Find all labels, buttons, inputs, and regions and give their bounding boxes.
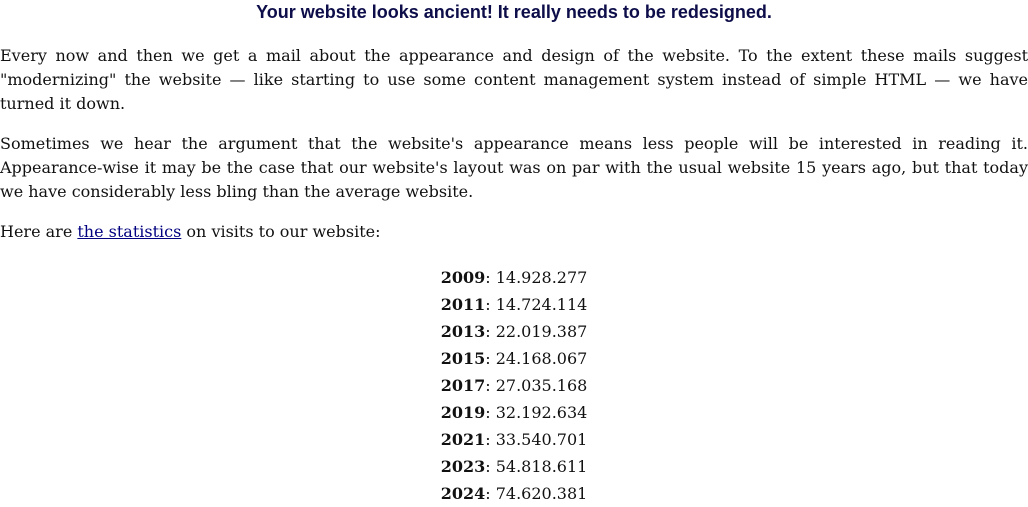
statistics-intro-text-end: on visits to our website: [181, 222, 381, 241]
stat-year: 2009 [440, 268, 486, 287]
stat-year: 2017 [440, 376, 486, 395]
stat-value: 27.035.168 [495, 376, 588, 395]
stat-row: 2011: 14.724.114 [440, 295, 588, 314]
stat-row: 2019: 32.192.634 [440, 403, 588, 422]
stat-value: 14.928.277 [495, 268, 588, 287]
stat-value: 33.540.701 [495, 430, 588, 449]
stat-row: 2021: 33.540.701 [440, 430, 588, 449]
stat-row: 2013: 22.019.387 [440, 322, 588, 341]
statistics-intro-text: Here are [0, 222, 78, 241]
stat-value: 74.620.381 [495, 484, 588, 503]
stat-year: 2023 [440, 457, 486, 476]
stat-year: 2021 [440, 430, 486, 449]
stat-row: 2024: 74.620.381 [440, 484, 588, 503]
stat-value: 32.192.634 [495, 403, 588, 422]
paragraph-modernizing: Every now and then we get a mail about the appearance and design of the website. To the extent these mails suggest "modernizing" the website — like starting to use some content management system instead of simple HTML — we have turned it down. [0, 46, 1028, 113]
statistics-link[interactable]: the statistics [77, 222, 182, 241]
stat-row: 2015: 24.168.067 [440, 349, 588, 368]
paragraph-statistics-intro [0, 220, 1028, 244]
stat-year: 2011 [440, 295, 486, 314]
stat-year: 2013 [440, 322, 486, 341]
stat-year: 2015 [440, 349, 486, 368]
stat-year: 2019 [440, 403, 486, 422]
stat-year: 2024 [440, 484, 486, 503]
paragraph-appearance: Sometimes we hear the argument that the website's appearance means less people will be interested in reading it. Appearance-wise it may be the case that our website's layout was on par with the usual website 15 years ago, but that today we have considerably less bling than the average website. [0, 134, 1028, 201]
visit-statistics-list [0, 264, 1028, 507]
stat-row: 2009: 14.928.277 [440, 268, 588, 287]
stat-value: 22.019.387 [495, 322, 588, 341]
stat-value: 54.818.611 [495, 457, 588, 476]
stat-value: 14.724.114 [495, 295, 588, 314]
stat-value: 24.168.067 [495, 349, 588, 368]
stat-row: 2023: 54.818.611 [440, 457, 588, 476]
stat-row: 2017: 27.035.168 [440, 376, 588, 395]
page-heading: Your website looks ancient! It really needs to be redesigned. [256, 2, 772, 22]
